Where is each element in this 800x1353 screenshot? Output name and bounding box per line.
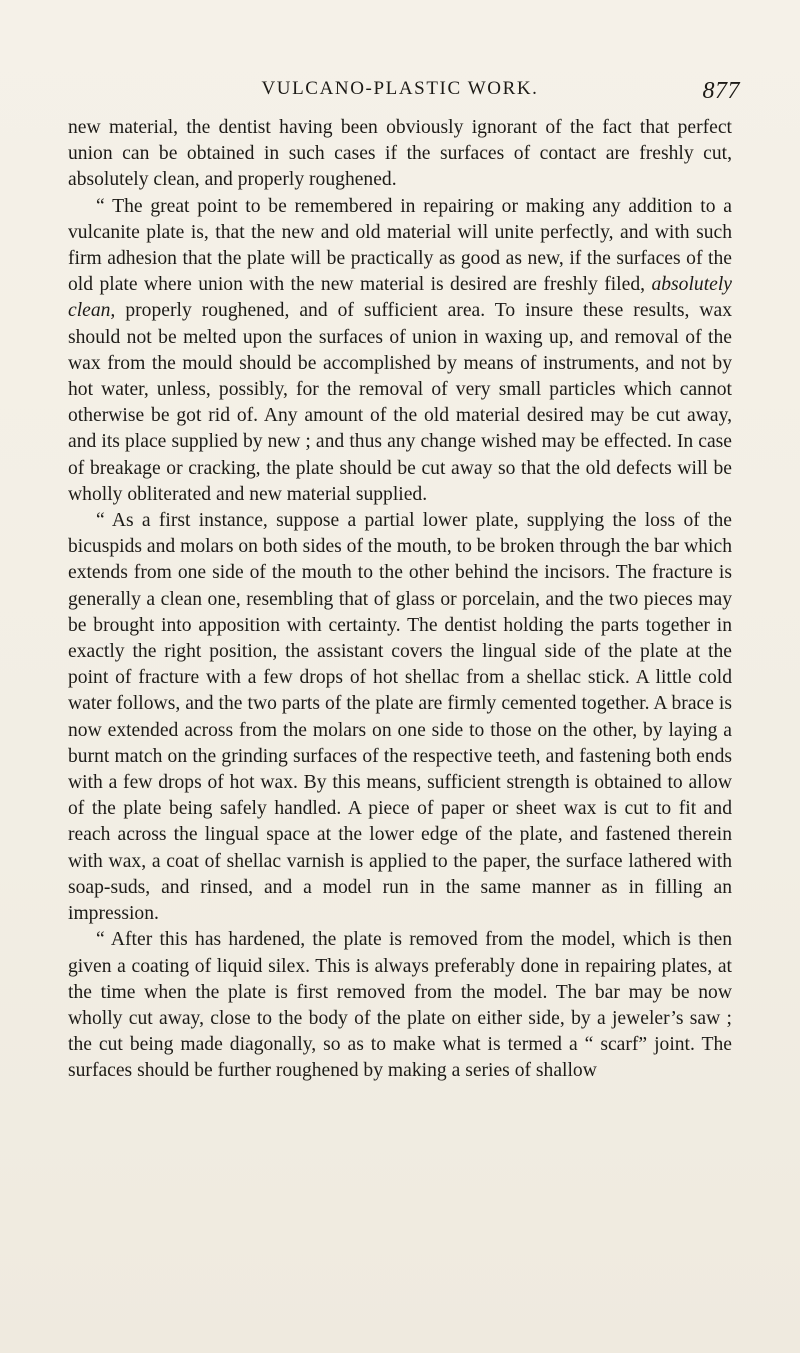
page-header bbox=[60, 78, 740, 108]
running-title: VULCANO-PLASTIC WORK. bbox=[261, 78, 539, 99]
paragraph-1: new material, the dentist having been obviously ignorant of the fact that perfect union can be obtained in such cases if the surfaces of contact are freshly cut, absolutely clean, and properly roughened. bbox=[68, 117, 732, 191]
page-number: 877 bbox=[702, 78, 740, 104]
paragraph-4: “ After this has hardened, the plate is removed from the model, which is then given a coating of liquid silex. This is always preferably done in repairing plates, at the time when the plate is first removed from the model. The bar may be now wholly cut away, close to the body of the plate on either side, by a jeweler’s saw ; the cut being made diagonally, so as to make what is termed a “ scarf” joint. The surfaces should be further roughened by making a series of shallow bbox=[68, 929, 732, 1082]
paragraph-2 bbox=[68, 194, 732, 508]
paragraph-2-part-b: properly roughened, and of sufficient area. To insure these results, wax should not be melted upon the surfaces of union in waxing up, and removal of the wax from the mould should be accomplished by means of instruments, and not by hot water, unless, possibly, for the removal of very small particles which cannot otherwise be got rid of. Any amount of the old material desired may be cut away, and its place supplied by new ; and thus any change wished may be effected. In case of breakage or cracking, the plate should be cut away so that the old defects will be wholly obliterated and new material supplied. bbox=[68, 300, 733, 505]
paragraph-3: “ As a first instance, suppose a partial lower plate, supplying the loss of the bicuspids and molars on both sides of the mouth, to be broken through the bar which extends from one side of the mouth to the other behind the incisors. The fracture is generally a clean one, resembling that of glass or porcelain, and the two pieces may be brought into apposition with certainty. The dentist holding the parts together in exactly the right position, the assistant covers the lingual side of the plate at the point of fracture with a few drops of hot shellac from a shellac stick. A little cold water follows, and the two parts of the plate are firmly cemented together. A brace is now extended across from the molars on one side to those on the other, by laying a burnt match on the grinding surfaces of the respective teeth, and fastening both ends with a few drops of hot wax. By this means, sufficient strength is obtained to allow of the plate being safely handled. A piece of paper or sheet wax is cut to fit and reach across the lingual space at the lower edge of the plate, and fastened therein with wax, a coat of shellac varnish is applied to the paper, the surface lathered with soap-suds, and rinsed, and a model run in the same manner as in filling an impression. bbox=[68, 510, 732, 925]
paragraph-2-part-a: “ The great point to be remembered in repairing or making any addition to a vulcanite plate is, that the new and old material will unite perfectly, and with such firm adhesion that the plate will be practically as good as new, if the surfaces of the old plate where union with the new material is desired are freshly filed, bbox=[68, 195, 732, 296]
paragraph-2-italic: absolutely clean, bbox=[68, 274, 732, 322]
body-text bbox=[68, 115, 732, 1085]
